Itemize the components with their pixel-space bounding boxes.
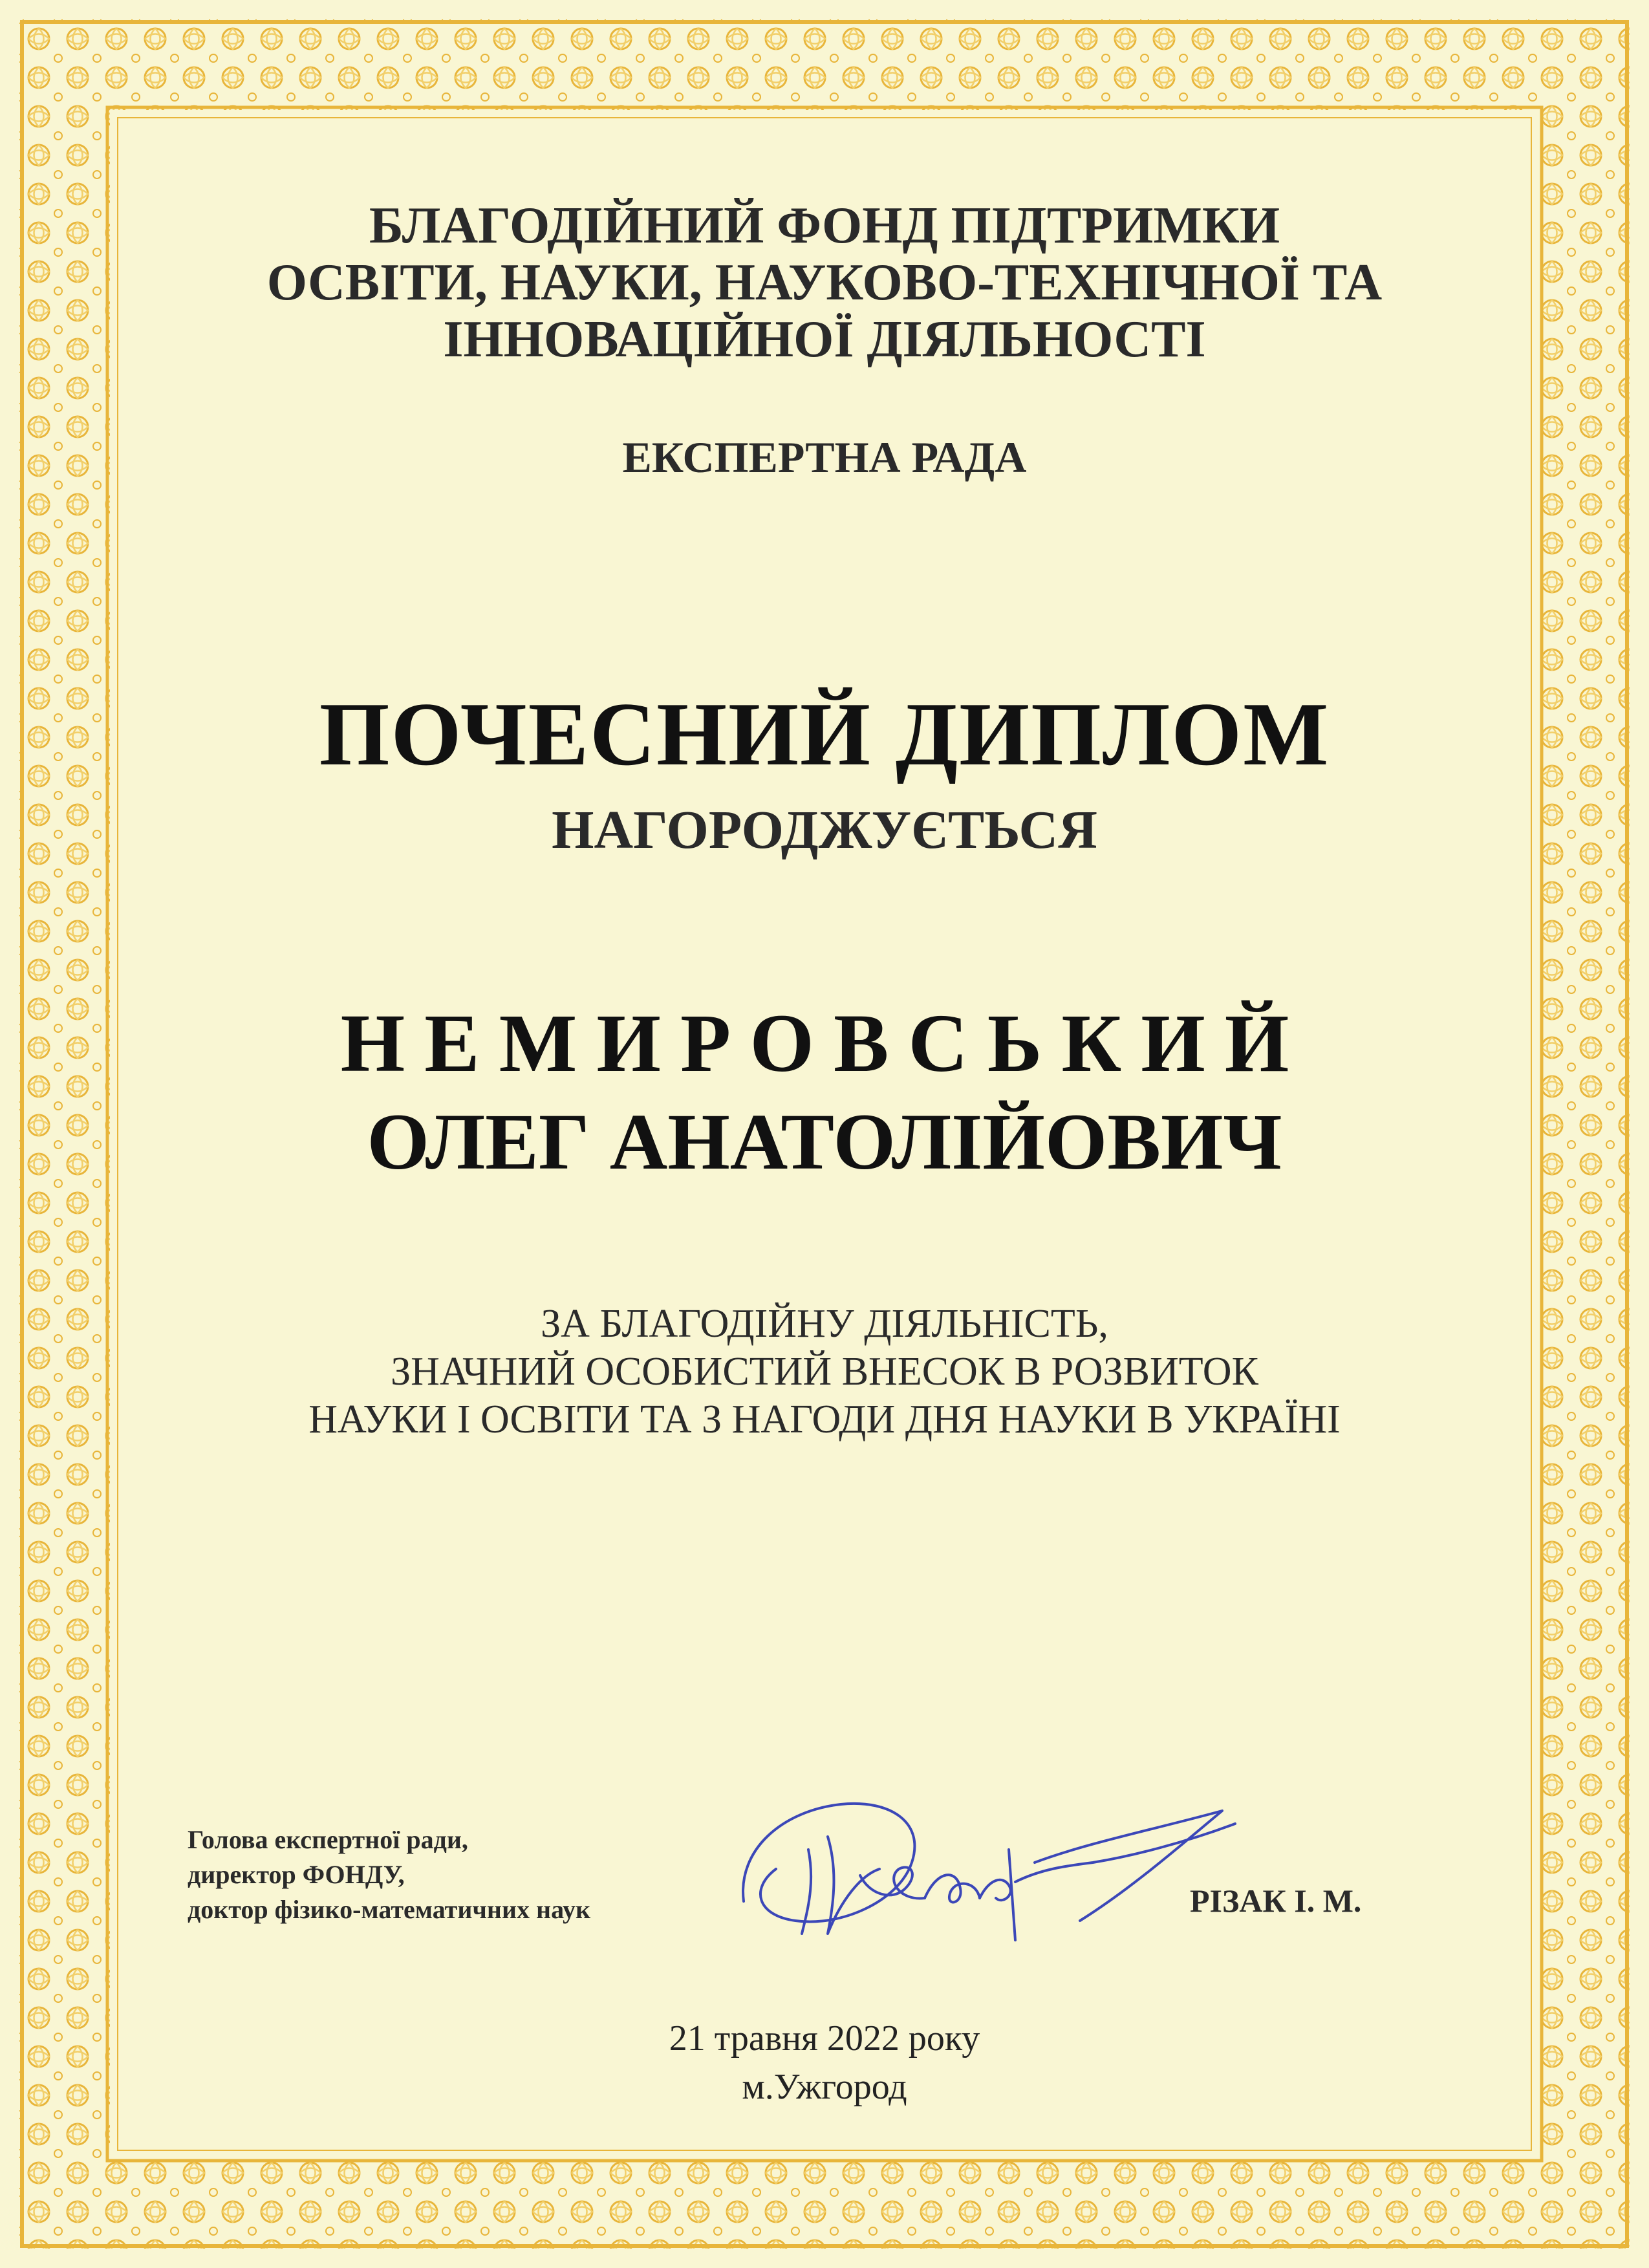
reason-line: ЗНАЧНИЙ ОСОБИСТИЙ ВНЕСОК В РОЗВИТОК bbox=[391, 1350, 1258, 1394]
signatory-name: РІЗАК І. М. bbox=[1190, 1883, 1362, 1919]
issue-city: м.Ужгород bbox=[742, 2067, 907, 2107]
issue-date: 21 травня 2022 року bbox=[669, 2018, 980, 2058]
position-line: директор ФОНДУ, bbox=[188, 1860, 405, 1889]
org-line: БЛАГОДІЙНИЙ ФОНД ПІДТРИМКИ bbox=[369, 197, 1280, 254]
awarded-label: НАГОРОДЖУЄТЬСЯ bbox=[552, 800, 1097, 860]
signatory-position bbox=[188, 1822, 770, 1927]
council-title: ЕКСПЕРТНА РАДА bbox=[622, 433, 1027, 482]
org-line: ОСВІТИ, НАУКИ, НАУКОВО-ТЕХНІЧНОЇ ТА bbox=[266, 254, 1383, 311]
position-line: Голова експертної ради, bbox=[188, 1825, 468, 1854]
reason-line: НАУКИ І ОСВІТИ ТА З НАГОДИ ДНЯ НАУКИ В УКРАЇНІ bbox=[308, 1398, 1341, 1442]
signature-icon bbox=[731, 1772, 1248, 1966]
reason-line: ЗА БЛАГОДІЙНУ ДІЯЛЬНІСТЬ, bbox=[541, 1302, 1108, 1346]
org-line: ІННОВАЦІЙНОЇ ДІЯЛЬНОСТІ bbox=[443, 311, 1206, 368]
organization-name bbox=[0, 197, 1649, 368]
diploma-title: ПОЧЕСНИЙ ДИПЛОМ bbox=[319, 684, 1330, 784]
recipient-surname: НЕМИРОВСЬКИЙ bbox=[340, 997, 1309, 1089]
position-line: доктор фізико-математичних наук bbox=[188, 1895, 591, 1924]
recipient-given-name: ОЛЕГ АНАТОЛІЙОВИЧ bbox=[367, 1097, 1282, 1186]
award-reason bbox=[0, 1300, 1649, 1443]
